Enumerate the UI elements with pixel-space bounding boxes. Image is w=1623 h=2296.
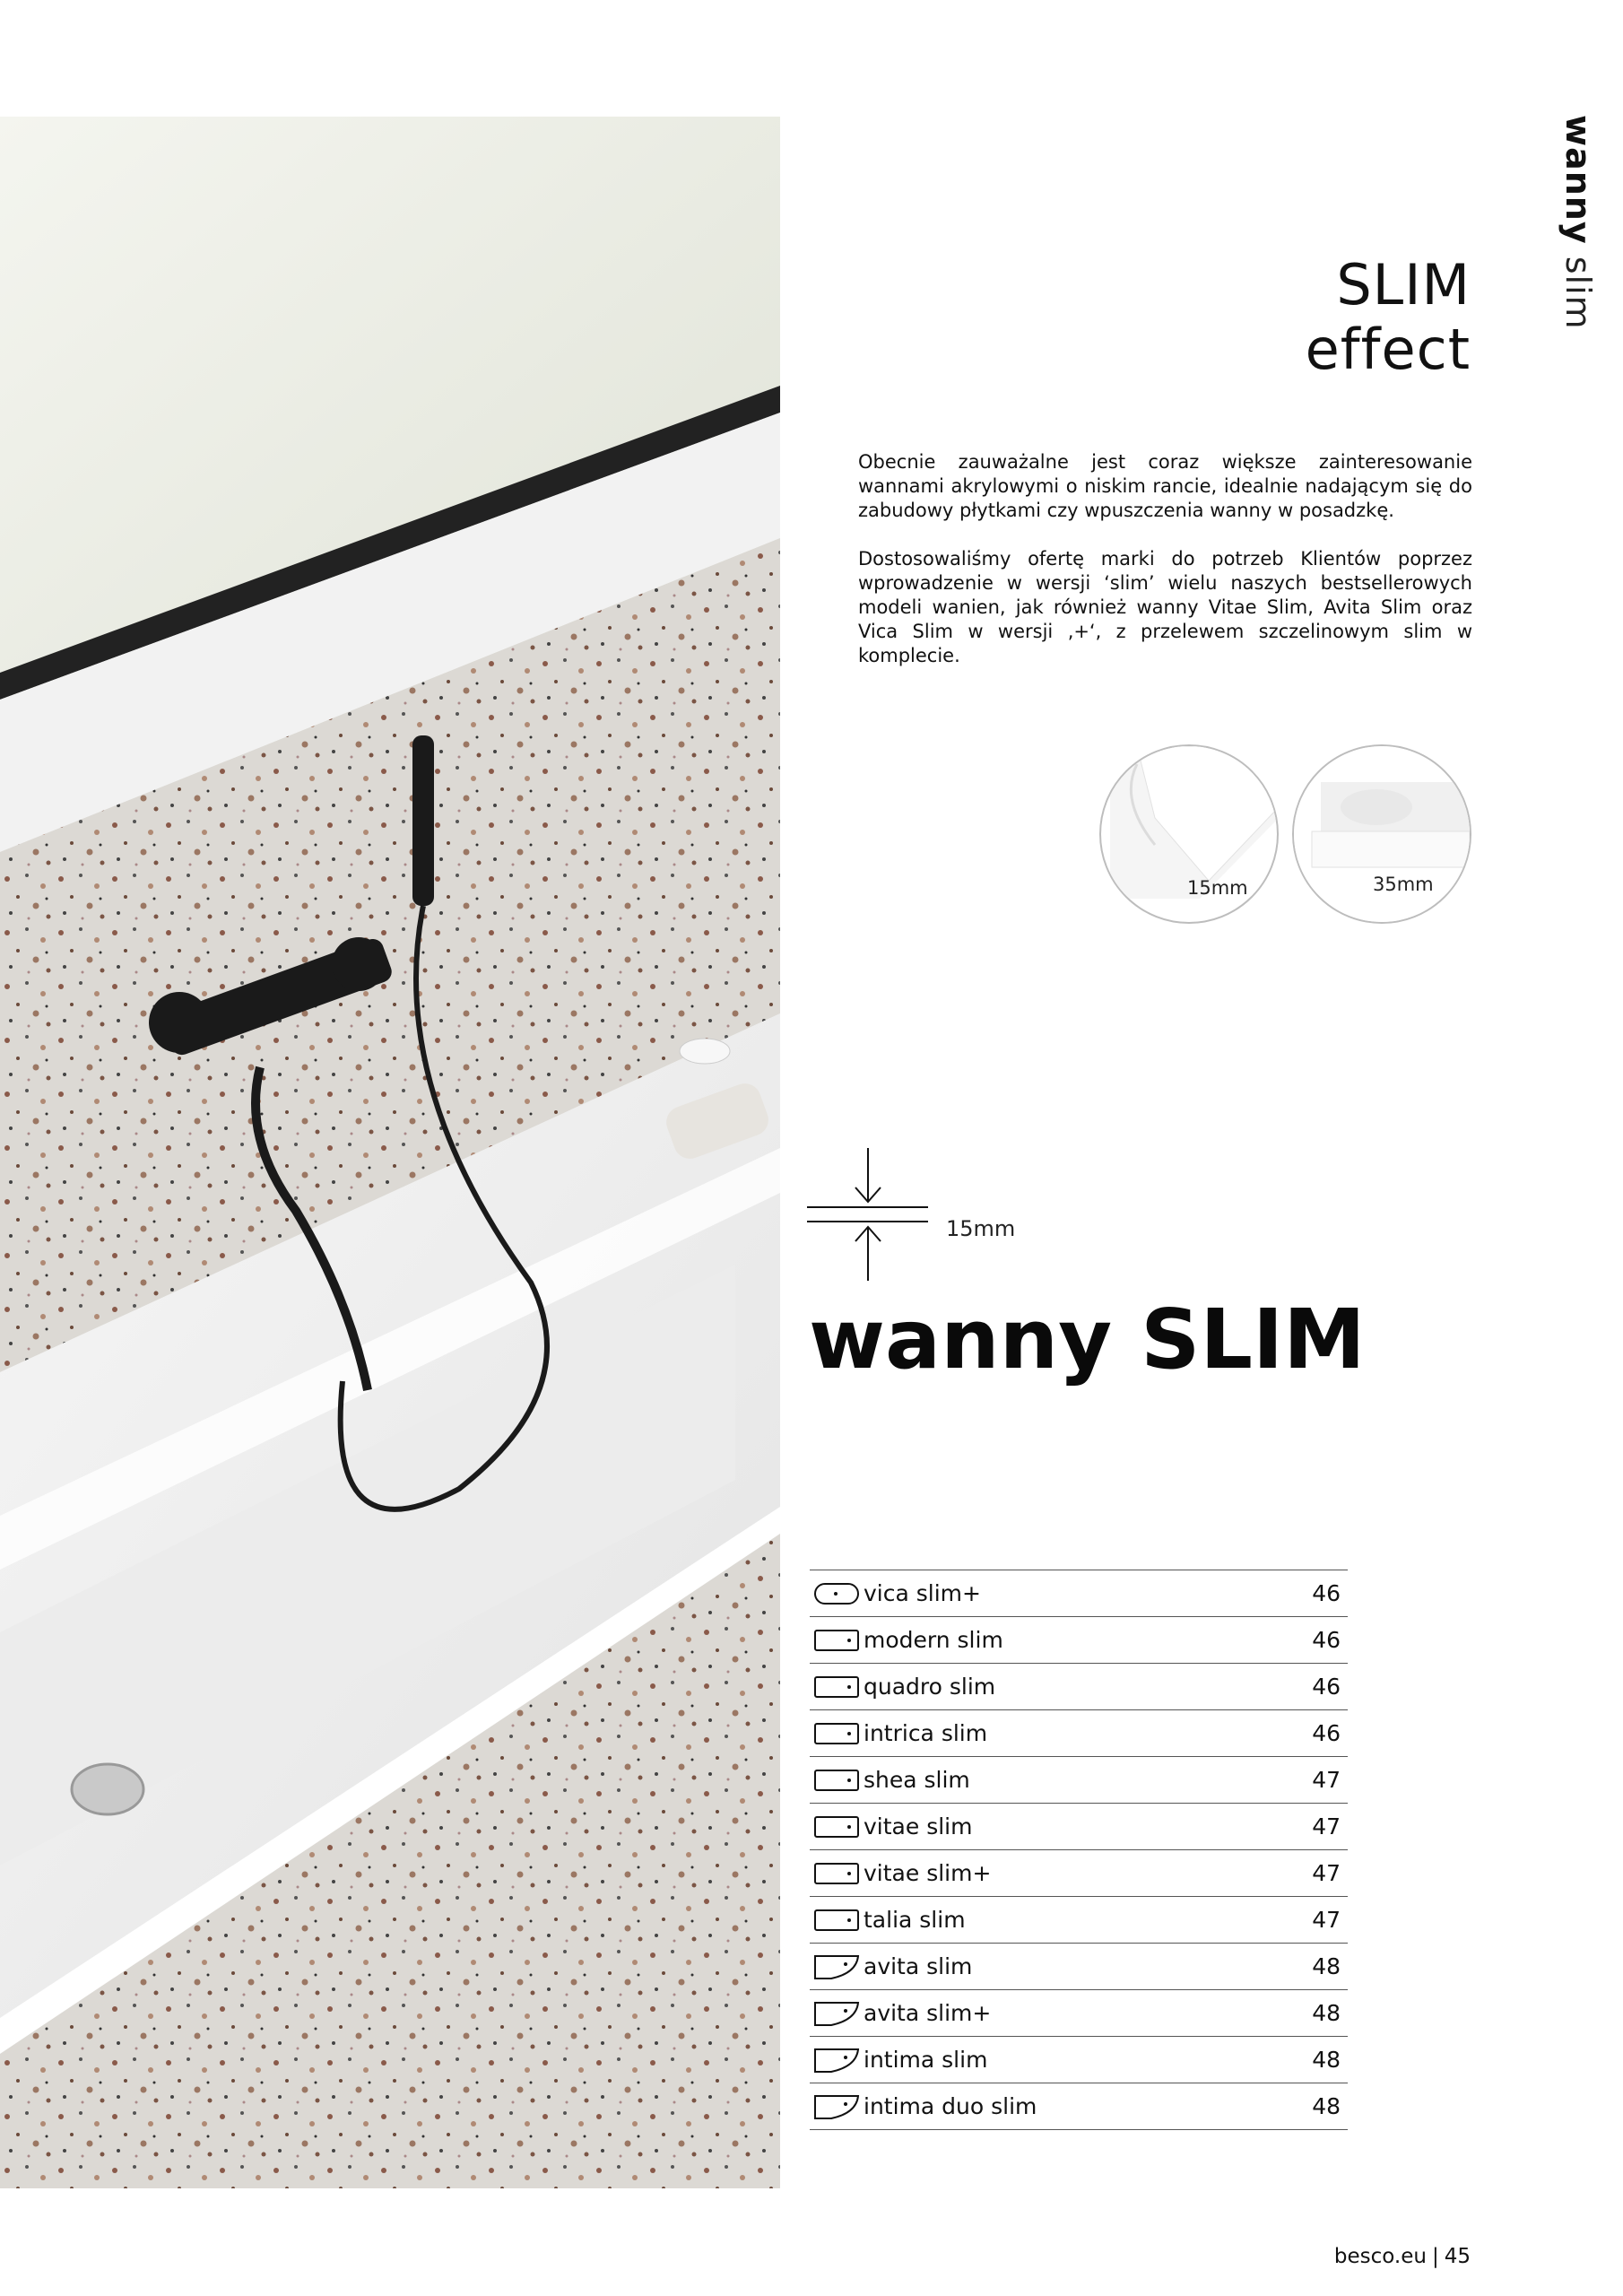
model-page: 48 <box>1312 2047 1341 2073</box>
main-heading: wanny SLIM <box>809 1292 1366 1387</box>
title-line-1: SLIM <box>1336 252 1471 317</box>
model-row[interactable] <box>810 1570 1348 1617</box>
model-row[interactable] <box>810 2037 1348 2083</box>
model-page: 46 <box>1312 1580 1341 1606</box>
intro-paragraph-2: Dostosowaliśmy ofertę marki do potrzeb Klientów poprzez wprowadzenie w wersji ‘slim’ wielu naszych bestsellerowych modeli wanien, jak również wanny Vitae Slim, Avita Slim oraz Vica Slim w wersji ‚+‘, z przelewem szczelinowym slim w komplecie. <box>858 548 1472 666</box>
model-page: 46 <box>1312 1674 1341 1700</box>
model-name: vitae slim+ <box>864 1860 992 1886</box>
model-page: 48 <box>1312 2000 1341 2026</box>
model-name: avita slim <box>864 1953 973 1979</box>
thickness-symbol <box>807 1148 959 1300</box>
model-page: 47 <box>1312 1813 1341 1839</box>
model-name: talia slim <box>864 1907 966 1933</box>
model-name: intima slim <box>864 2047 988 2073</box>
rectangular-tub-icon <box>813 1674 862 1700</box>
footer-separator: | <box>1431 2245 1439 2268</box>
asymmetric-tub-icon <box>813 2000 862 2027</box>
rim-detail-35mm <box>1292 744 1471 924</box>
asymmetric-tub-icon <box>813 2093 862 2120</box>
website-link[interactable]: besco.eu <box>1333 2245 1427 2268</box>
model-row[interactable] <box>810 1990 1348 2037</box>
rectangular-tub-icon <box>813 1627 862 1654</box>
section-tab-bold: wanny <box>1558 115 1598 245</box>
model-page: 47 <box>1312 1767 1341 1793</box>
asymmetric-tub-icon <box>813 2047 862 2074</box>
model-page: 46 <box>1312 1720 1341 1746</box>
model-name: vitae slim <box>864 1813 973 1839</box>
bathroom-photo <box>0 117 780 2188</box>
model-row[interactable] <box>810 1804 1348 1850</box>
model-name: modern slim <box>864 1627 1003 1653</box>
model-page: 47 <box>1312 1907 1341 1933</box>
model-index <box>810 1570 1348 2130</box>
model-name: intrica slim <box>864 1720 988 1746</box>
model-row[interactable] <box>810 1850 1348 1897</box>
rectangular-tub-icon <box>813 1813 862 1840</box>
rim-detail-15mm-label: 15mm <box>1187 877 1248 899</box>
model-row[interactable] <box>810 1664 1348 1710</box>
standard-rim-icon <box>1294 746 1470 922</box>
rectangular-tub-icon <box>813 1767 862 1794</box>
model-row[interactable] <box>810 1897 1348 1944</box>
intro-text <box>858 450 1472 692</box>
section-tab-light: slim <box>1558 256 1598 330</box>
rim-detail-15mm <box>1099 744 1279 924</box>
rectangular-tub-icon <box>813 1907 862 1934</box>
model-row[interactable] <box>810 1944 1348 1990</box>
thickness-arrows-icon <box>807 1148 959 1300</box>
intro-paragraph-1: Obecnie zauważalne jest coraz większe zainteresowanie wannami akrylowymi o niskim rancie, idealnie nadającym się do zabudowy płytkami czy wpuszczenia wanny w posadzkę. <box>858 451 1472 521</box>
model-name: avita slim+ <box>864 2000 992 2026</box>
model-name: shea slim <box>864 1767 970 1793</box>
model-page: 46 <box>1312 1627 1341 1653</box>
model-row[interactable] <box>810 1710 1348 1757</box>
thickness-label: 15mm <box>946 1216 1016 1241</box>
oval-tub-icon <box>813 1580 862 1607</box>
slim-effect-title <box>1306 253 1471 382</box>
section-tab <box>1558 115 1623 330</box>
model-name: intima duo slim <box>864 2093 1037 2119</box>
model-name: quadro slim <box>864 1674 996 1700</box>
rim-detail-35mm-label: 35mm <box>1373 874 1434 895</box>
rectangular-tub-icon <box>813 1720 862 1747</box>
model-page: 47 <box>1312 1860 1341 1886</box>
page-footer <box>1334 2245 1471 2268</box>
model-row[interactable] <box>810 2083 1348 2130</box>
model-page: 48 <box>1312 1953 1341 1979</box>
model-page: 48 <box>1312 2093 1341 2119</box>
title-line-2: effect <box>1305 317 1471 382</box>
rectangular-tub-icon <box>813 1860 862 1887</box>
model-row[interactable] <box>810 1757 1348 1804</box>
model-row[interactable] <box>810 1617 1348 1664</box>
model-name: vica slim+ <box>864 1580 981 1606</box>
asymmetric-tub-icon <box>813 1953 862 1980</box>
page-number: 45 <box>1444 2245 1471 2268</box>
